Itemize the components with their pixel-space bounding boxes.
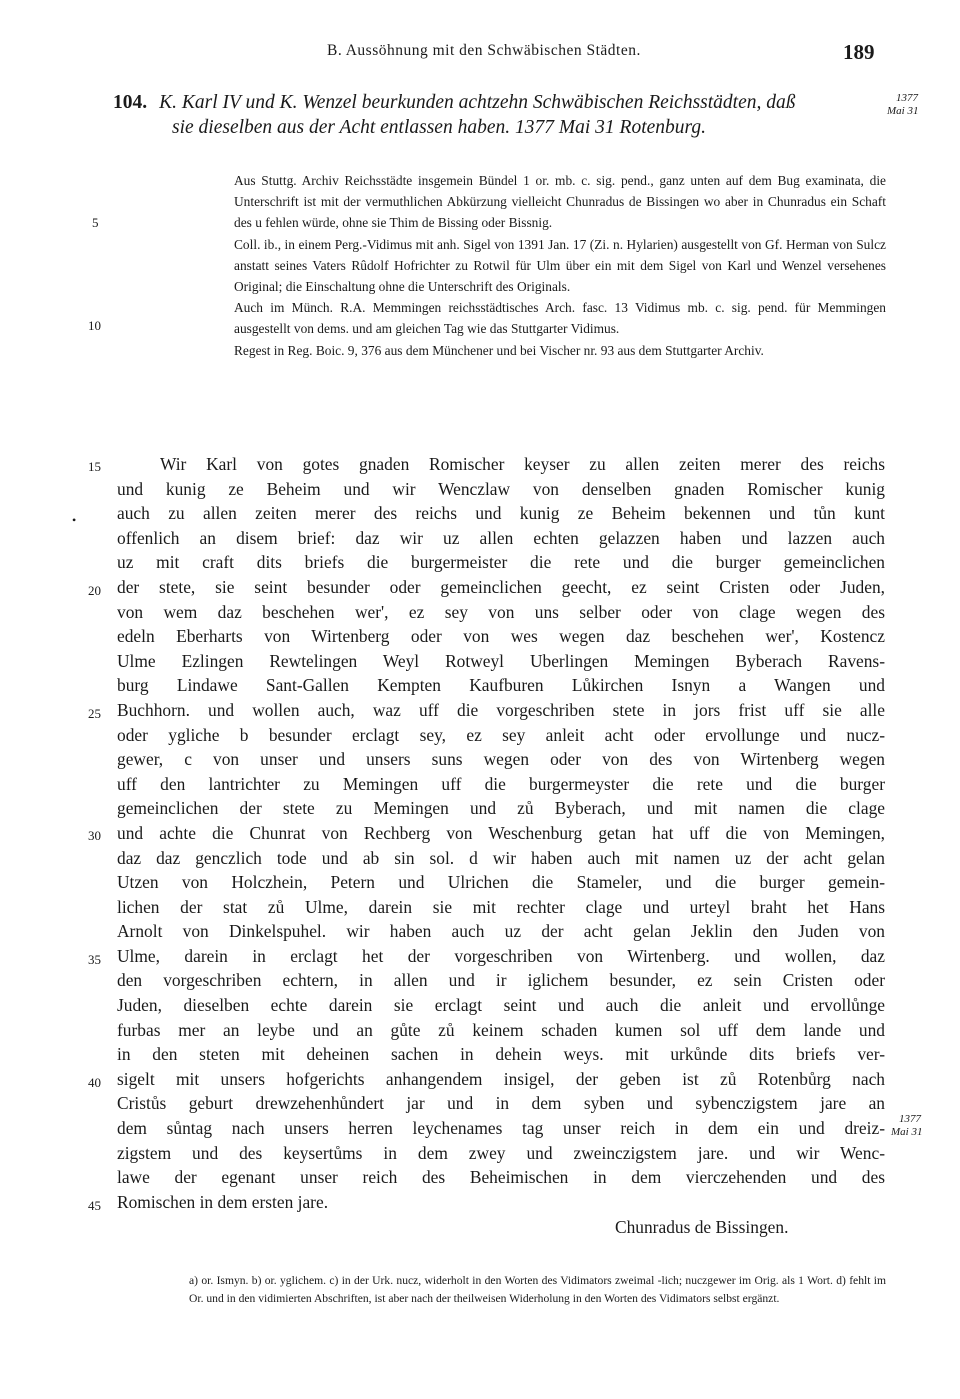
apparatus-paragraph: Regest in Reg. Boic. 9, 376 aus dem Münchener und bei Vischer nr. 93 aus dem Stuttgarter Archiv. [234, 342, 764, 358]
text-line: der stete, sie seint besunder oder gemeinclichen geecht, ez seint Cristen oder Juden, [117, 576, 885, 597]
text-line: auch zu allen zeiten merer des reichs und kunig ze Beheim bekennen und tůn kunt [117, 503, 885, 524]
text-line: lawe der egenant unser reich des Beheimischen in dem vierczehenden und des [117, 1167, 885, 1188]
line-number: 10 [88, 318, 101, 333]
text-line: gewer, c von unser und unsers suns wegen oder von des von Wirtenberg wegen [117, 749, 885, 770]
line-number: 20 [88, 583, 101, 598]
line-number: 5 [92, 215, 99, 230]
apparatus-paragraph: Auch im Münch. R.A. Memmingen reichsstädtisches Arch. fasc. 13 Vidimus mb. c. sig. pend. für Memmingen ausgestellt von dems. und am gleichen Tag wie das Stuttgarter Vidimus. [234, 300, 886, 337]
apparatus-paragraph: Aus Stuttg. Archiv Reichsstädte insgemein Bündel 1 or. mb. c. sig. pend., ganz unten auf dem Bug examinata, die Unterschrift ist mit der vermuthlichen Abkürzung vielleicht Chunradus de Bissingen wo aber in Chunradus ein Schaft des u fehlen würde, ohne sie Thim de Bissing oder Bissnig. [234, 173, 886, 231]
text-line: oder ygliche b besunder erclagt sey, ez sey anleit acht oder ervollunge und nucz- [117, 724, 885, 745]
text-line: Utzen von Holczhein, Petern und Ulrichen die Stameler, und die burger gemein- [117, 872, 885, 893]
text-line: lichen der stat zů Ulme, darein sie mit rechter clage und urteyl braht het Hans [117, 896, 885, 917]
apparatus-paragraph: Coll. ib., in einem Perg.-Vidimus mit anh. Sigel von 1391 Jan. 17 (Zi. n. Hylarien) ausgestellt von Gf. Herman von Sulcz anstatt seines Vaters Rûdolf Hofrichter zu Rotwil für Ulm über ein mit dem Sigel von Karl und Wenzel versehenes Original; die Einschaltung ohne die Unterschrift des Originals. [234, 236, 886, 295]
document-number: 104. [113, 92, 148, 113]
heading-line-1 [113, 90, 873, 115]
footnote-text: a) or. Ismyn. b) or. yglichem. c) in der Urk. nucz, widerholt in den Worten des Vidimators zweimal -lich; nuczgewer im Orig. als 1 Wort. d) fehlt im Or. und in den vidimierten Abschriften, ist aber nach der theilweisen Widerholung in den Worten des Vidimators selbst ergänzt. [189, 1274, 886, 1305]
text-line: uff den lantrichter zu Memingen uff die burgermeyster die rete und die burger [117, 773, 885, 794]
document-heading [113, 90, 873, 140]
text-line: furbas mer an leybe und an gůte zů keinem schaden kumen sol uff dem lande und [117, 1019, 885, 1040]
margin-date-year: 1377 [899, 1113, 921, 1125]
charter-text [117, 452, 885, 1214]
line-number: 30 [88, 828, 101, 843]
text-line: edeln Eberharts von Wirtenberg oder von wes wegen daz beschehen wer', Kostencz [117, 626, 885, 647]
running-head [0, 40, 960, 64]
text-line: Buchhorn. und wollen auch, waz uff die vorgeschriben stete in jors frist uff sie alle [117, 699, 885, 720]
text-line: sigelt mit unsers hofgerichts anhangendem insigel, der geben ist zů Rotenbůrg nach [117, 1068, 885, 1089]
text-line: in den steten mit deheinen sachen in dehein weys. mit urkůnde dits briefs ver- [117, 1044, 885, 1065]
margin-date-day: Mai 31 [887, 105, 919, 117]
text-line: zigstem und des keysertůms in dem zwey und zweinczigstem jare. und wir Wenc- [117, 1142, 885, 1163]
signature: Chunradus de Bissingen. [615, 1217, 789, 1237]
line-number: 15 [88, 459, 101, 474]
text-line: Cristůs geburt drewzehenhůndert jar und in dem syben und sybenczigstem jare an [117, 1093, 885, 1114]
text-line: von wem daz beschehen wer', ez sey von uns selber oder von clage wegen des [117, 601, 885, 622]
text-line: Ulme, darein in erclagt het der vorgeschriben von Wirtenberg. und wollen, daz [117, 945, 885, 966]
margin-dot: • [72, 513, 77, 527]
margin-date-top [887, 92, 927, 118]
running-title: B. Aussöhnung mit den Schwäbischen Städten. [327, 42, 641, 59]
line-number: 35 [88, 952, 101, 967]
text-line: daz daz genczlich tode und ab sin sol. d wir haben auch mit namen uz der acht gelan [117, 847, 885, 868]
text-line: dem sůntag nach unsers herren leychenames tag unser reich in dem ein und dreiz- [117, 1118, 885, 1139]
line-number: 45 [88, 1198, 101, 1213]
text-line: burg Lindawe Sant-Gallen Kempten Kaufburen Lůkirchen Isnyn a Wangen und [117, 675, 885, 696]
text-line: und kunig ze Beheim und wir Wenczlaw von denselben gnaden Romischer kunig [117, 478, 885, 499]
source-apparatus [234, 170, 886, 361]
page-number: 189 [843, 40, 875, 64]
text-line: Wir Karl von gotes gnaden Romischer keyser zu allen zeiten merer des reichs [160, 454, 885, 474]
text-line: gemeinclichen der stete zu Memingen und zů Byberach, und mit namen die clage [117, 798, 885, 819]
margin-date-year: 1377 [896, 92, 918, 104]
footnotes [189, 1272, 886, 1307]
text-line: den vorgeschriben echtern, in allen und ir iglichem besunder, ez sein Cristen oder [117, 970, 885, 991]
text-line: Romischen in dem ersten jare. [117, 1191, 329, 1212]
margin-date-day: Mai 31 [891, 1126, 923, 1138]
margin-date-bottom [891, 1113, 931, 1139]
text-line: und achte die Chunrat von Rechberg von Weschenburg getan hat uff die von Memingen, [117, 822, 885, 843]
text-line: Ulme Ezlingen Rewtelingen Weyl Rotweyl Uberlingen Memingen Byberach Ravens- [117, 650, 885, 671]
line-number: 40 [88, 1075, 101, 1090]
document-title-line-2: sie dieselben aus der Acht entlassen haben. 1377 Mai 31 Rotenburg. [172, 117, 707, 138]
text-line: offenlich an disem brief: daz wir uz allen echten gelazzen haben und lazzen auch [117, 527, 885, 548]
line-number: 25 [88, 706, 101, 721]
document-title-line-1: K. Karl IV und K. Wenzel beurkunden achtzehn Schwäbischen Reichsstädten, daß [159, 92, 796, 113]
text-line: Juden, dieselben echte darein sie erclagt seint und auch die anleit und ervollůnge [117, 995, 885, 1016]
text-line: Arnolt von Dinkelspuhel. wir haben auch uz der acht gelan Jeklin den Juden von [117, 921, 885, 942]
text-line: uz mit craft dits briefs die burgermeister die rete und die burger gemeinclichen [117, 552, 885, 573]
